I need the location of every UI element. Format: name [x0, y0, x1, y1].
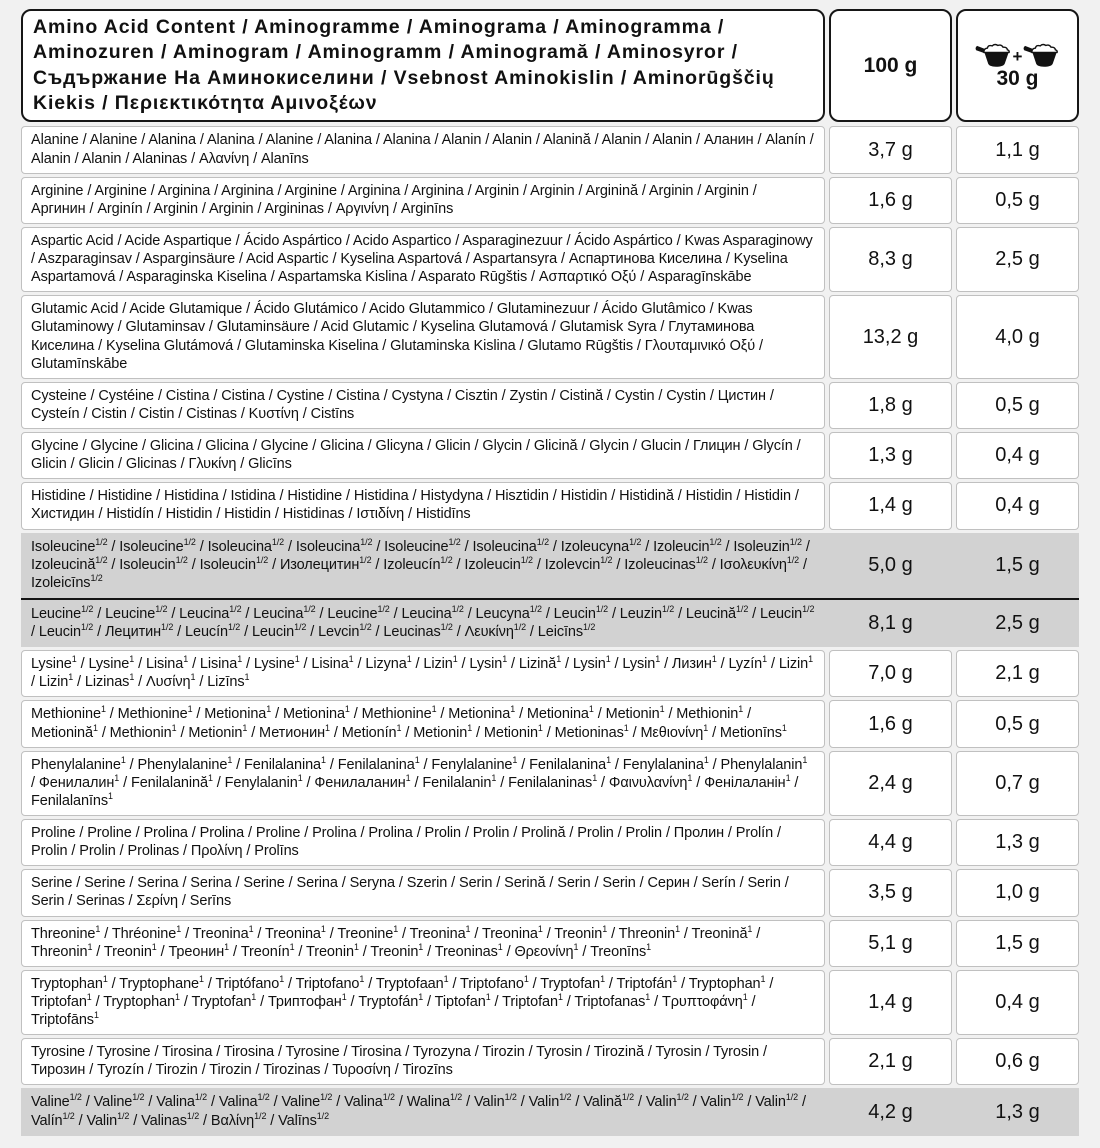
value-per-100g: 5,0 g [868, 553, 913, 576]
value-per-30g: 0,5 g [956, 700, 1079, 747]
amino-acid-name: Glutamic Acid / Acide Glutamique / Ácido Glutámico / Acido Glutammico / Glutaminezuur / Ácido Glutâmico / Kwas Glutaminowy / Glutaminsav / Glutaminsäure / Acid Glutamic / Kyselina Glutamová / Glutamisk Syra / Глутаминова Киселина / Kyselina Glutámová / Glutaminska Kiselina / Glutaminska Kislina / Glutamo Rūgštis / Γλουταμινικό Οξύ / Glutamīnskābe [21, 295, 825, 379]
table-row [21, 1088, 1079, 1135]
value-per-30g: 2,1 g [956, 650, 1079, 697]
table-row [21, 700, 1079, 747]
table-row [21, 920, 1079, 967]
value-per-100g: 7,0 g [829, 650, 952, 697]
value-per-30g: 0,4 g [956, 432, 1079, 479]
amino-acid-name: Aspartic Acid / Acide Aspartique / Ácido Aspártico / Acido Aspartico / Asparaginezuur / Ácido Aspártico / Kwas Asparaginowy / Aszparaginsav / Asparginsäure / Acid Aspartic / Kyselina Aspartová / Aspartansyra / Аспартинова Киселина / Kyselina Aspartamová / Asparaginska Kiselina / Aspartamska Kislina / Asparato Rūgštis / Ασπαρτικό Οξύ / Asparagīnskābe [21, 227, 825, 292]
column-header-100g-label: 100 g [863, 53, 918, 77]
value-per-100g: 1,8 g [829, 382, 952, 429]
amino-acid-name: Serine / Serine / Serina / Serina / Serine / Serina / Seryna / Szerin / Serin / Serină / Serin / Serin / Серин / Serín / Serin / Serin / Serinas / Σερίνη / Serīns [21, 869, 825, 916]
value-per-100g: 2,4 g [829, 751, 952, 816]
value-per-100g: 4,2 g [868, 1100, 913, 1123]
column-header-30g [956, 9, 1079, 122]
amino-acid-name: Histidine / Histidine / Histidina / Istidina / Histidine / Histidina / Histydyna / Hisztidin / Histidin / Histidină / Histidin / Histidin / Хистидин / Histidín / Histidin / Histidin / Histidinas / Ιστιδίνη / Histidīns [21, 482, 825, 529]
value-per-100g: 5,1 g [829, 920, 952, 967]
scoop-icon [1023, 42, 1060, 68]
table-row [21, 598, 1079, 647]
value-per-30g: 1,5 g [956, 920, 1079, 967]
value-per-100g: 1,4 g [829, 482, 952, 529]
amino-acid-name: Tryptophan$^1$ / Tryptophane$^1$ / Triptófano$^1$ / Triptofano$^1$ / Tryptofaan$^1$ / Triptofano$^1$ / Tryptofan$^1$ / Triptofán$^1$ / Tryptophan$^1$ / Triptofan$^1$ / Tryptophan$^1$ / Tryptofan$^1$ / Триптофан$^1$ / Tryptofán$^1$ / Tiptofan$^1$ / Triptofan$^1$ / Triptofanas$^1$ / Τρυπτοφάνη$^1$ / Triptofāns$^1$ [21, 970, 825, 1035]
value-per-30g: 0,6 g [956, 1038, 1079, 1085]
table-row [21, 869, 1079, 916]
plus-sign: + [1012, 47, 1023, 67]
table-row [21, 432, 1079, 479]
value-per-30g: 1,0 g [956, 869, 1079, 916]
value-per-100g: 4,4 g [829, 819, 952, 866]
amino-acid-name: Lysine$^1$ / Lysine$^1$ / Lisina$^1$ / Lisina$^1$ / Lysine$^1$ / Lisina$^1$ / Lizyna$^1$ / Lizin$^1$ / Lysin$^1$ / Lizină$^1$ / Lysin$^1$ / Lysin$^1$ / Лизин$^1$ / Lyzín$^1$ / Lizin$^1$ / Lizin$^1$ / Lizinas$^1$ / Λυσίνη$^1$ / Lizīns$^1$ [21, 650, 825, 697]
table-row [21, 295, 1079, 379]
table-row [21, 126, 1079, 173]
table-header-row [21, 9, 1079, 122]
table-title [21, 9, 825, 122]
column-header-30g-label: 30 g [996, 67, 1039, 91]
table-row [21, 751, 1079, 816]
value-per-30g: 1,3 g [956, 819, 1079, 866]
value-per-30g: 0,4 g [956, 482, 1079, 529]
amino-acid-table [21, 9, 1079, 1136]
value-per-100g: 1,4 g [829, 970, 952, 1035]
value-per-30g: 2,5 g [956, 227, 1079, 292]
value-per-100g: 13,2 g [829, 295, 952, 379]
value-per-100g: 1,6 g [829, 177, 952, 224]
column-header-100g [829, 9, 952, 122]
value-per-30g: 0,4 g [956, 970, 1079, 1035]
table-row [21, 1038, 1079, 1085]
value-per-30g: 0,5 g [956, 382, 1079, 429]
amino-acid-name: Arginine / Arginine / Arginina / Arginina / Arginine / Arginina / Arginina / Arginin / Arginin / Arginină / Arginin / Arginin / Аргинин / Arginín / Arginin / Arginin / Argininas / Αργινίνη / Arginīns [21, 177, 825, 224]
value-per-30g: 2,5 g [995, 612, 1040, 634]
table-title-text: Amino Acid Content / Aminogramme / Aminograma / Aminogramma / Aminozuren / Aminogram / Aminogramm / Aminogramă / Aminosyror / Съдържание На Аминокиселини / Vsebnost Aminokislin / Aminorūgščių Kiekis / Περιεκτικότητα Αμινοξέων [33, 16, 775, 115]
amino-acid-name: Methionine$^1$ / Methionine$^1$ / Metionina$^1$ / Metionina$^1$ / Methionine$^1$ / Metionina$^1$ / Metionina$^1$ / Metionin$^1$ / Methionin$^1$ / Metionină$^1$ / Methionin$^1$ / Metionin$^1$ / Метионин$^1$ / Metionín$^1$ / Metionin$^1$ / Metionin$^1$ / Metioninas$^1$ / Μεθιονίνη$^1$ / Metionīns$^1$ [21, 700, 825, 747]
amino-acid-name: Proline / Proline / Prolina / Prolina / Proline / Prolina / Prolina / Prolin / Prolin / Prolină / Prolin / Prolin / Пролин / Prolín / Prolin / Prolin / Prolinas / Προλίνη / Prolīns [21, 819, 825, 866]
value-per-100g: 1,6 g [829, 700, 952, 747]
value-per-100g: 3,7 g [829, 126, 952, 173]
amino-acid-name: Leucine$^{1/2}$ / Leucine$^{1/2}$ / Leucina$^{1/2}$ / Leucina$^{1/2}$ / Leucine$^{1/2}$ / Leucina$^{1/2}$ / Leucyna$^{1/2}$ / Leucin$^{1/2}$ / Leuzin$^{1/2}$ / Leucină$^{1/2}$ / Leucin$^{1/2}$ / Leucin$^{1/2}$ / Лецитин$^{1/2}$ / Leucín$^{1/2}$ / Leucin$^{1/2}$ / Levcin$^{1/2}$ / Leucinas$^{1/2}$ / Λευκίνη$^{1/2}$ / Leicīns$^{1/2}$ [31, 604, 815, 640]
value-per-100g: 1,3 g [829, 432, 952, 479]
table-row [21, 533, 1079, 598]
value-per-100g: 2,1 g [829, 1038, 952, 1085]
value-per-30g: 0,7 g [956, 751, 1079, 816]
amino-acid-name: Phenylalanine$^1$ / Phenylalanine$^1$ / Fenilalanina$^1$ / Fenilalanina$^1$ / Fenylalanine$^1$ / Fenilalanina$^1$ / Fenylalanina$^1$ / Phenylalanin$^1$ / Фенилалин$^1$ / Fenilalanină$^1$ / Fenylalanin$^1$ / Фенилаланин$^1$ / Fenilalanin$^1$ / Fenilalaninas$^1$ / Φαινυλανίνη$^1$ / Фенілаланін$^1$ / Fenilalanīns$^1$ [21, 751, 825, 816]
scoop-icons [975, 42, 1061, 68]
table-row [21, 177, 1079, 224]
value-per-30g: 0,5 g [956, 177, 1079, 224]
table-row [21, 650, 1079, 697]
value-per-30g: 1,5 g [995, 553, 1040, 576]
amino-acid-name: Threonine$^1$ / Thréonine$^1$ / Treonina$^1$ / Treonina$^1$ / Treonine$^1$ / Treonina$^1$ / Treonina$^1$ / Treonin$^1$ / Threonin$^1$ / Treonină$^1$ / Threonin$^1$ / Treonin$^1$ / Треонин$^1$ / Treonín$^1$ / Treonin$^1$ / Treonin$^1$ / Treoninas$^1$ / Θρεονίνη$^1$ / Treonīns$^1$ [21, 920, 825, 967]
value-per-30g: 1,1 g [956, 126, 1079, 173]
table-body [21, 126, 1079, 1135]
amino-acid-name: Tyrosine / Tyrosine / Tirosina / Tirosina / Tyrosine / Tirosina / Tyrozyna / Tirozin / Tyrosin / Tirozină / Tyrosin / Tyrosin / Тирозин / Tyrozín / Tirozin / Tirozin / Tirozinas / Τυροσίνη / Tirozīns [21, 1038, 825, 1085]
table-row [21, 819, 1079, 866]
scoop-icon [975, 42, 1012, 68]
amino-acid-name: Isoleucine$^{1/2}$ / Isoleucine$^{1/2}$ / Isoleucina$^{1/2}$ / Isoleucina$^{1/2}$ / Isoleucine$^{1/2}$ / Isoleucina$^{1/2}$ / Izoleucyna$^{1/2}$ / Izoleucin$^{1/2}$ / Isoleuzin$^{1/2}$ / Izoleucină$^{1/2}$ / Isoleucin$^{1/2}$ / Isoleucin$^{1/2}$ / Изолецитин$^{1/2}$ / Izoleucín$^{1/2}$ / Izoleucin$^{1/2}$ / Izolevcin$^{1/2}$ / Izoleucinas$^{1/2}$ / Ισολευκίνη$^{1/2}$ / Izoleicīns$^{1/2}$ [31, 536, 810, 591]
table-row [21, 970, 1079, 1035]
value-per-30g: 1,3 g [995, 1100, 1040, 1123]
table-row [21, 482, 1079, 529]
value-per-30g: 4,0 g [956, 295, 1079, 379]
amino-acid-name: Glycine / Glycine / Glicina / Glicina / Glycine / Glicina / Glicyna / Glicin / Glycin / Glicină / Glycin / Glucin / Глицин / Glycín / Glicin / Glicin / Glicinas / Γλυκίνη / Glicīns [21, 432, 825, 479]
amino-acid-name: Cysteine / Cystéine / Cistina / Cistina / Cystine / Cistina / Cystyna / Cisztin / Zystin / Cistină / Cystin / Cystin / Цистин / Cysteín / Cistin / Cistin / Cistinas / Κυστίνη / Cistīns [21, 382, 825, 429]
value-per-100g: 3,5 g [829, 869, 952, 916]
amino-acid-name: Alanine / Alanine / Alanina / Alanina / Alanine / Alanina / Alanina / Alanin / Alanin / Alanină / Alanin / Alanin / Аланин / Alanín / Alanin / Alanin / Alaninas / Αλανίνη / Alanīns [21, 126, 825, 173]
value-per-100g: 8,3 g [829, 227, 952, 292]
amino-acid-name: Valine$^{1/2}$ / Valine$^{1/2}$ / Valina$^{1/2}$ / Valina$^{1/2}$ / Valine$^{1/2}$ / Valina$^{1/2}$ / Walina$^{1/2}$ / Valin$^{1/2}$ / Valin$^{1/2}$ / Valină$^{1/2}$ / Valin$^{1/2}$ / Valin$^{1/2}$ / Valin$^{1/2}$ / Valín$^{1/2}$ / Valin$^{1/2}$ / Valinas$^{1/2}$ / Βαλίνη$^{1/2}$ / Valīns$^{1/2}$ [31, 1092, 806, 1129]
table-row [21, 227, 1079, 292]
table-row [21, 382, 1079, 429]
value-per-100g: 8,1 g [868, 612, 913, 634]
